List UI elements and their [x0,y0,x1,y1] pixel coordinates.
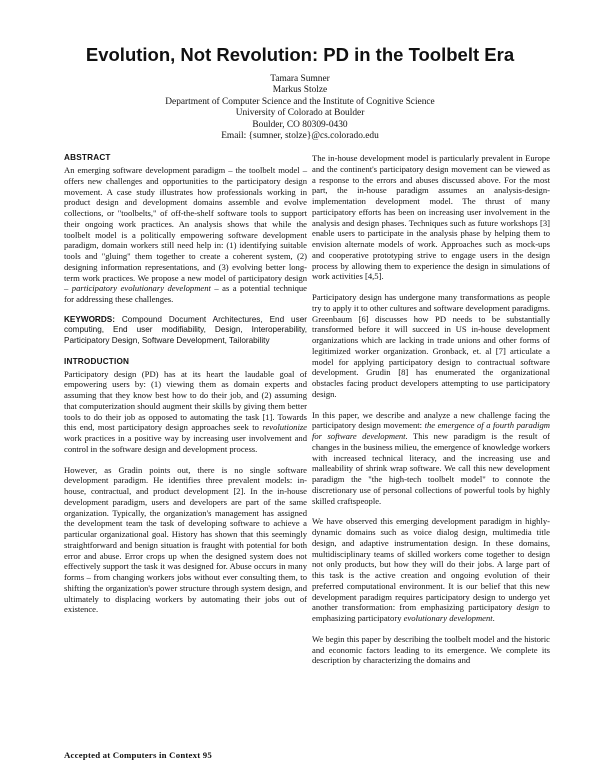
intro-paragraph-2: However, as Gradin points out, there is no single software development paradigm. He identifies three prevalent models: in-house, contractual, and product development [2]. In the in-house development paradigm, users and developers are part of the same organization. Typically, the organization's management has assigned the development team the task of developing software to achieve a particular organizational goal. History has shown that this seemingly straightforward and benign situation is fraught with potential for both error and abuse. Error crops up when the designed system does not effectively support the task it was designed for. Abuse occurs in many forms – from changing workers jobs without ever consulting them, to shifting the organization's power structure through system design, and ultimately to displacing workers by automating their jobs out of existence. [64,464,307,615]
author-email: Email: {sumner, stolze}@cs.colorado.edu [221,131,379,142]
left-column [64,153,307,625]
intro-p1-text: Participatory design (PD) has at its heart the laudable goal of empowering users by: (1) viewing them as domain experts and assuming that they know best how to do their job, and (2) assuming that computerization should augment their skills by giving them better tools to do their job as opposed to automating the task [1]. Towards this end, most participatory design approaches seek to [64,368,307,433]
abstract-italic: participatory evolutionary development [71,283,211,294]
p3-text-end: This new paradigm is the result of changes in the business milieu, the emergence of knowledge workers with increased technical literacy, and the increasing use and malleability of shrink wrap software. We call this new development paradigm the "the high-tech toolbelt model" to connote the discretionary use of personal collections of powerful tools by highly skilled craftspeople. [312,431,550,506]
intro-p1-italic: revolutionize [262,422,307,433]
body-paragraph-3 [312,410,550,507]
p3-text: In this paper, we describe and analyze a new challenge facing the participatory design movement: [312,409,550,431]
paper-title: Evolution, Not Revolution: PD in the Toolbelt Era [85,44,515,65]
affiliation-line: Department of Computer Science and the Institute of Cognitive Science [165,96,435,107]
body-paragraph-1: The in-house development model is particularly prevalent in Europe and the continent's participatory design movement can be viewed as a response to the errors and abuses discussed above. For the most part, the in-house paradigm assumes an analysis-design-implementation development model. The thrust of many participatory efforts has been on increasing user involvement in the analysis and design phases. Techniques such as future workshops [3] enable users to participate in the analysis phase by helping them to envision alternate models of work. Approaches such as mock-ups and cooperative prototyping strive to engage users in the design process by allowing them to experience the design in simulations of work activities [4,5]. [312,153,550,282]
page-footer: Accepted at Computers in Context 95 [64,750,212,760]
abstract-paragraph [64,165,307,305]
p4-italic-2: evolutionary development [403,613,493,623]
body-paragraph-2: Participatory design has undergone many transformations as people try to apply it to other cultures and software development paradigms. Greenbaum [6] discusses how PD needs to be substantially transformed before it will succeed in US in-house development organizations which are lacking in trade unions and other forms of legitimized worker organization. Gronback, et. al [7] articulate a model for applying participatory design to contractual software development. Grudin [8] has enumerated the organizational obstacles facing product developers attempting to use participatory design. [312,292,550,399]
p4-italic-1: design [516,602,539,613]
right-column [312,153,550,676]
body-paragraph-4 [312,516,550,624]
affiliation-line: University of Colorado at Boulder [235,108,365,119]
keywords-label: KEYWORDS: [64,314,115,324]
introduction-heading: INTRODUCTION [64,356,130,366]
intro-paragraph-1 [64,369,307,455]
intro-p1-text-end: work practices in a positive way by increasing user involvement and control in the software design and development process. [64,433,307,454]
affiliation-line: Boulder, CO 80309-0430 [252,119,348,130]
author-block [60,74,540,142]
p4-text: We have observed this emerging development paradigm in highly-dynamic domains such as voice dialog design, multimedia title design, and adaptive instrumentation design. In these domains, multidisciplinary teams of skilled workers come together to design not only products, but how they will do their jobs. A large part of this task is the active creation and ongoing evolution of their preferred computational environment. It is our belief that this new development paradigm requires participatory design to undergo yet another transformation: from emphasizing participatory [312,516,550,613]
abstract-text-end: – as a potential technique for addressing these challenges. [64,283,307,304]
keywords-text: Compound Document Architectures, End user computing, End user modifiability, Design, Interoperability, Participatory Design, Software Development, Tailorability [64,314,307,345]
p4-text-mid: to emphasizing participatory [312,602,550,623]
abstract-heading: ABSTRACT [64,153,111,162]
abstract-text: An emerging software development paradigm – the toolbelt model – offers new challenges and opportunities to the participatory design movement. A case study illustrates how professionals working in product design and development domains assemble and evolve collections, or "toolbelts," of off-the-shelf software tools to support their ongoing work practices. An analysis shows that while the toolbelt model is a politically empowering software development paradigm, domain workers still need help in: (1) identifying suitable tools and "gluing" them together to create a coherent system, (2) designing information representations, and (3) evolving better long-term work practices. We propose a new model of participatory design – [64,165,307,294]
body-paragraph-5: We begin this paper by describing the toolbelt model and the historic and economic factors leading to its emergence. We complete its description by characterizing the domains and [312,633,550,666]
p4-text-end: . [492,613,495,623]
keywords-paragraph [64,315,307,347]
p3-italic: the emergence of a fourth paradigm for software development. [312,420,550,441]
author-name: Markus Stolze [272,85,328,96]
author-name: Tamara Sumner [270,74,330,84]
